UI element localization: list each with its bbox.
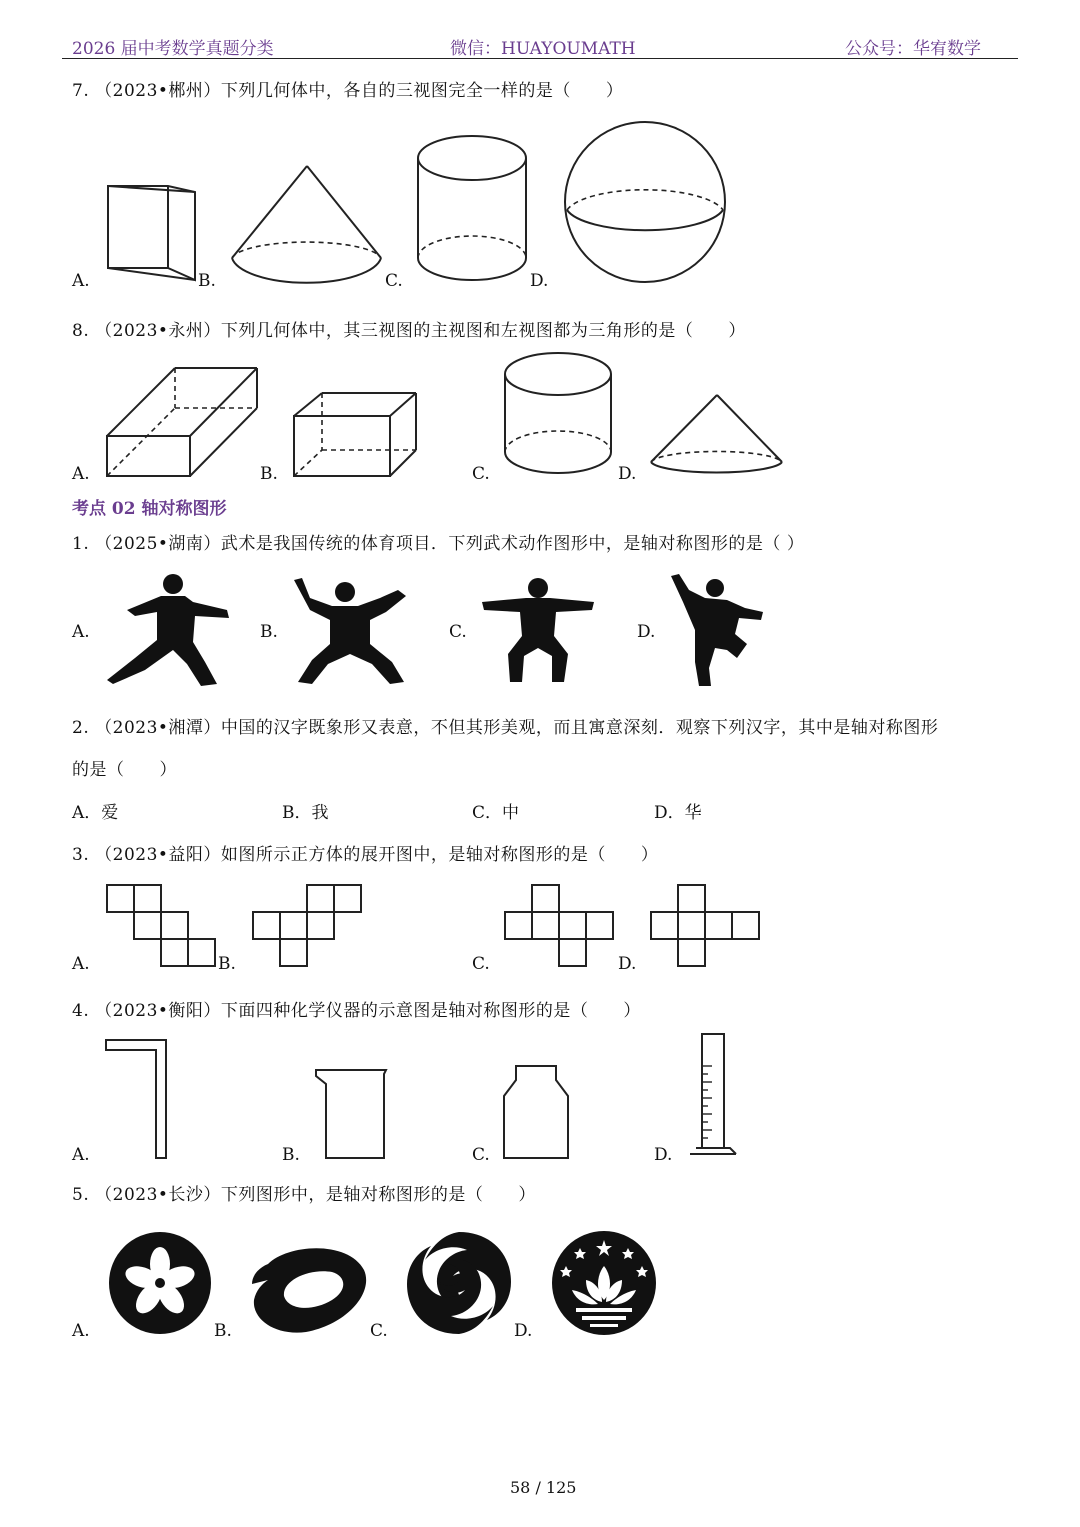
cube-net-b-figure [252,884,366,970]
sq3-option-b: B. [218,954,236,974]
sq5-option-d: D. [514,1321,533,1341]
question-7-text: 7. （2023•郴州）下列几何体中，各自的三视图完全一样的是（ ） [72,81,624,101]
cylinder-figure [410,130,535,290]
sq4-text: 4. （2023•衡阳）下面四种化学仪器的示意图是轴对称图形的是（ ） [72,1001,641,1021]
sq3-option-d: D. [618,954,637,974]
sq3-option-c: C. [472,954,490,974]
sq2-text-line2: 的是（ ） [72,760,177,780]
section-title: 考点 02 轴对称图形 [72,499,227,519]
sq2-option-a: A．爱 [72,803,119,823]
page-number: 58 / 125 [510,1478,577,1497]
martial-pose-c-figure [478,576,600,686]
cube-net-d-figure [650,884,764,970]
header-right: 公众号：华宥数学 [845,39,981,59]
beaker-figure [312,1066,392,1162]
sq1-text: 1. （2025•湖南）武术是我国传统的体育项目．下列武术动作图形中，是轴对称图形的是（ ） [72,534,805,554]
triangular-prism-figure [100,180,200,290]
spiral-emblem-figure [405,1230,513,1336]
question-8-text: 8. （2023•永州）下列几何体中，其三视图的主视图和左视图都为三角形的是（ ） [72,321,746,341]
sq1-option-c: C. [449,622,467,642]
q8-option-c: C. [472,464,490,484]
sphere-figure [560,120,730,290]
sq3-option-a: A. [72,954,90,974]
cuboid-figure [288,388,423,483]
martial-pose-d-figure [665,572,767,690]
bent-tube-figure [104,1038,170,1162]
cube-net-c-figure [504,884,618,970]
cube-net-a-figure [106,884,220,970]
sq4-option-a: A. [72,1145,90,1165]
q8-option-a: A. [72,464,90,484]
sq5-option-b: B. [214,1321,232,1341]
header-rule [62,58,1018,59]
sq2-option-c: C．中 [472,803,520,823]
sq5-text: 5. （2023•长沙）下列图形中，是轴对称图形的是（ ） [72,1185,536,1205]
lotus-emblem-figure [550,1230,658,1336]
martial-pose-a-figure [105,572,235,690]
q7-option-a: A. [72,271,90,291]
bauhinia-emblem-figure [107,1230,213,1336]
sq2-text-line1: 2. （2023•湘潭）中国的汉字既象形又表意，不但其形美观，而且寓意深刻．观察下列汉字，其中是轴对称图形 [72,718,939,738]
q7-option-c: C. [385,271,403,291]
header-center: 微信：HUAYOUMATH [450,39,636,59]
sq2-option-b: B．我 [282,803,329,823]
cone-figure [225,160,390,290]
martial-pose-b-figure [290,572,412,690]
q8-option-d: D. [618,464,637,484]
sq5-option-c: C. [370,1321,388,1341]
header-left: 2026 届中考数学真题分类 [72,39,274,59]
sq1-option-b: B. [260,622,278,642]
sq1-option-a: A. [72,622,90,642]
cylinder-figure-2 [498,348,618,483]
sq5-option-a: A. [72,1321,90,1341]
sq4-option-d: D. [654,1145,673,1165]
sq4-option-b: B. [282,1145,300,1165]
sq3-text: 3. （2023•益阳）如图所示正方体的展开图中，是轴对称图形的是（ ） [72,845,659,865]
graduated-cylinder-figure [686,1032,744,1162]
cuboid-long-figure [100,362,265,482]
wide-mouth-bottle-figure [500,1064,574,1162]
cone-figure-2 [645,390,790,480]
ring-emblem-figure [248,1240,370,1336]
q7-option-b: B. [198,271,216,291]
sq1-option-d: D. [637,622,656,642]
q7-option-d: D. [530,271,549,291]
q8-option-b: B. [260,464,278,484]
sq2-option-d: D．华 [654,803,702,823]
sq4-option-c: C. [472,1145,490,1165]
